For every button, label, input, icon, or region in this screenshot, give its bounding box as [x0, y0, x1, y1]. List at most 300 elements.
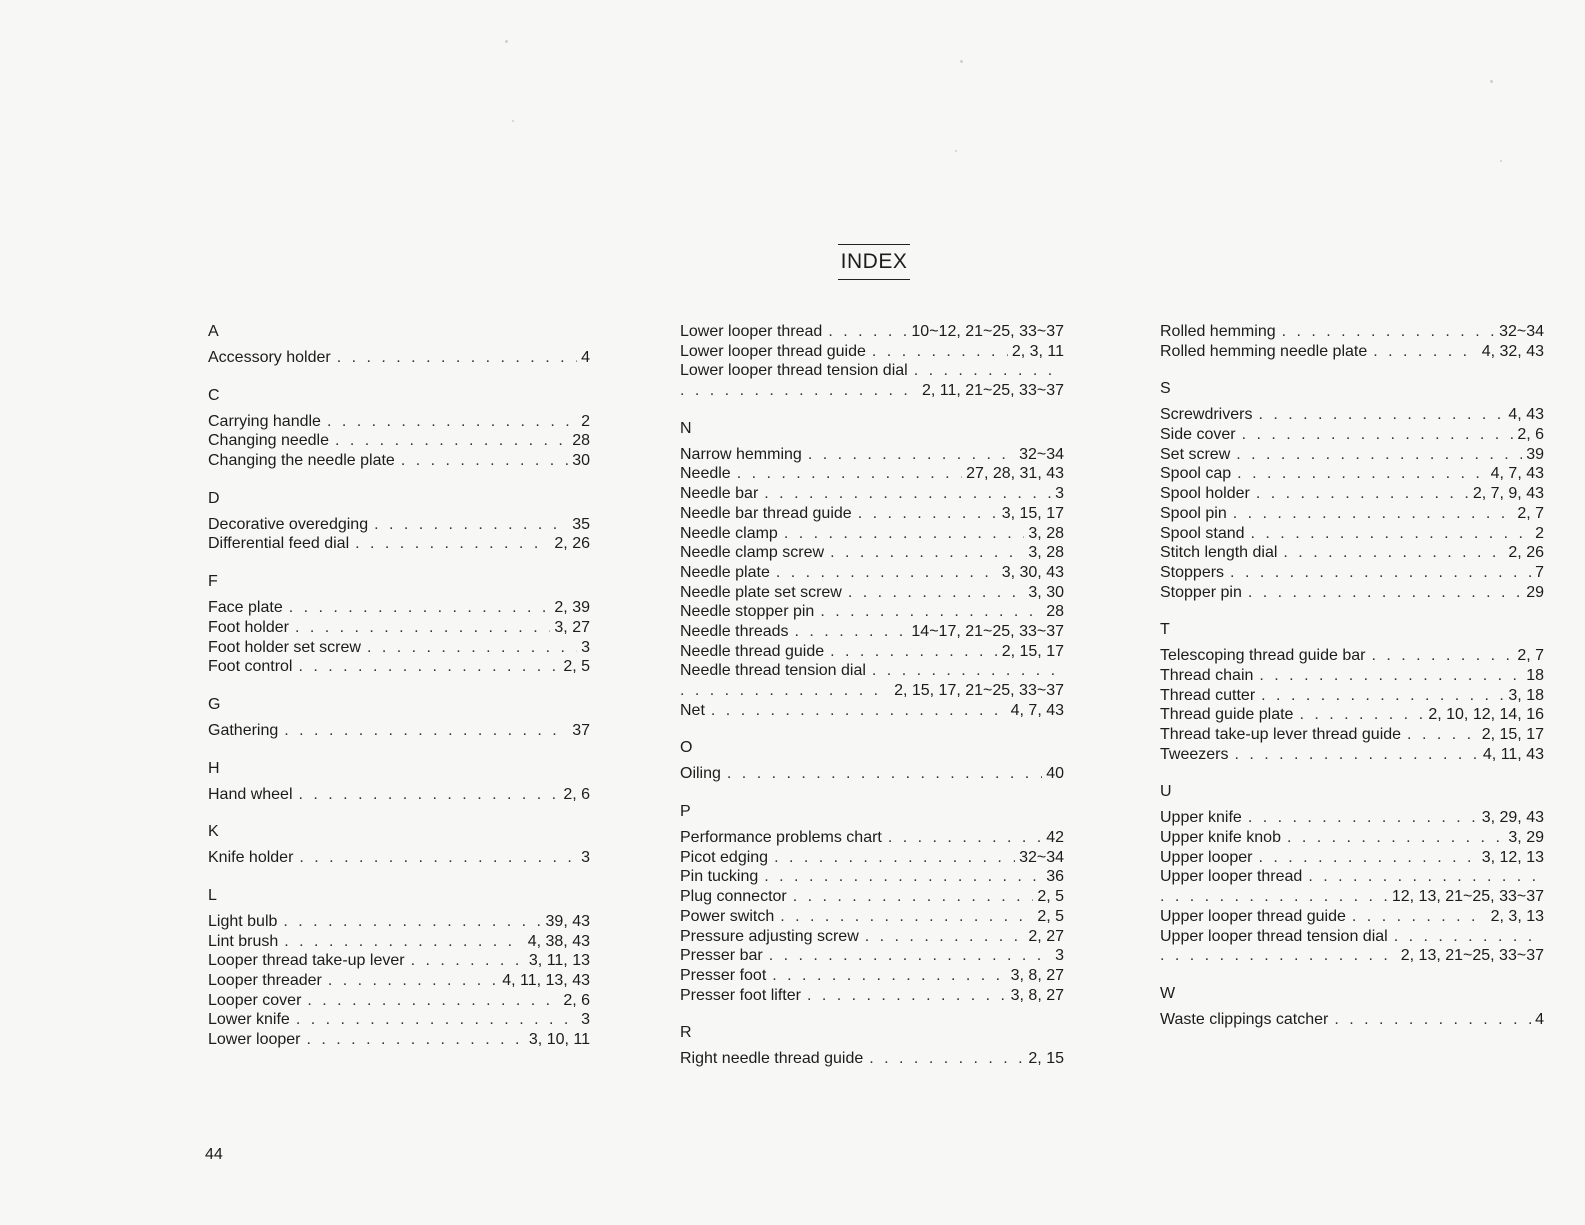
index-entry: [1160, 705, 1544, 725]
index-entry: [1160, 848, 1544, 868]
dot-leader: [820, 602, 1042, 622]
entry-pages: 18: [1526, 666, 1544, 684]
dot-leader: [1236, 445, 1522, 465]
dot-leader: [1282, 322, 1495, 342]
entry-pages: 7: [1535, 563, 1544, 581]
entry-pages: 32~34: [1499, 323, 1544, 340]
dot-leader: [1160, 887, 1388, 907]
section-gap: [680, 401, 1064, 419]
dot-leader: [411, 951, 525, 971]
dot-leader: [299, 848, 577, 868]
index-entry: [208, 598, 590, 618]
scan-speck: [512, 120, 514, 122]
entry-term: Lower looper thread guide: [680, 342, 866, 360]
dot-leader: [769, 946, 1051, 966]
dot-leader: [1230, 563, 1531, 583]
dot-leader: [793, 887, 1034, 907]
entry-pages: 2, 15, 17: [1001, 642, 1064, 660]
entry-term: Gathering: [208, 721, 279, 739]
entry-pages: 2, 13, 21~25, 33~37: [1400, 947, 1544, 965]
entry-term: Upper knife knob: [1160, 829, 1281, 847]
index-entry: [1160, 563, 1544, 583]
entry-term: Needle bar thread guide: [680, 504, 852, 522]
entry-pages: 2, 15, 17: [1481, 726, 1544, 743]
index-entry-continuation: [680, 381, 1064, 401]
entry-term: Presser foot lifter: [680, 986, 801, 1004]
dot-leader: [888, 828, 1042, 848]
dot-leader: [1256, 484, 1469, 504]
entry-pages: 3, 28: [1028, 524, 1064, 542]
entry-term: Looper thread take-up lever: [208, 952, 405, 970]
index-entry: [208, 721, 590, 741]
dot-leader: [774, 848, 1015, 868]
index-entry: [680, 946, 1064, 966]
entry-pages: 42: [1046, 829, 1064, 847]
index-entry: [680, 504, 1064, 524]
index-entry: [680, 524, 1064, 544]
entry-pages: 2, 15: [1028, 1050, 1064, 1068]
index-column-middle: [680, 322, 1064, 1069]
dot-leader: [808, 445, 1015, 465]
section-letter: P: [680, 803, 691, 821]
index-entry: [1160, 322, 1544, 342]
entry-pages: 2, 26: [1508, 544, 1544, 562]
index-entry-continuation: [1160, 946, 1544, 966]
entry-pages: 2, 7: [1517, 504, 1544, 522]
dot-leader: [764, 484, 1051, 504]
dot-leader: [289, 598, 551, 618]
entry-term: Pressure adjusting screw: [680, 927, 859, 945]
entry-term: Screwdrivers: [1160, 406, 1253, 424]
entry-pages: 3, 11, 13: [528, 952, 590, 970]
entry-term: Needle clamp: [680, 524, 778, 542]
index-entry: [208, 912, 590, 932]
entry-pages: 3: [581, 849, 590, 867]
page-number: 44: [205, 1146, 223, 1163]
entry-pages: 2, 15, 17, 21~25, 33~37: [894, 682, 1064, 699]
entry-term: Changing the needle plate: [208, 452, 395, 470]
index-entry-continuation: [680, 681, 1064, 701]
entry-pages: 2, 6: [1517, 426, 1544, 444]
index-entry: [680, 563, 1064, 583]
dot-leader: [680, 381, 918, 401]
entry-pages: 39, 43: [545, 912, 590, 930]
entry-term: Presser bar: [680, 947, 763, 965]
dot-leader: [737, 464, 962, 484]
index-entry: [208, 431, 590, 451]
entry-pages: 29: [1526, 583, 1544, 601]
dot-leader: [1334, 1010, 1531, 1030]
index-entry: [680, 907, 1064, 927]
entry-term: Needle thread guide: [680, 642, 825, 660]
dot-leader: [865, 927, 1025, 947]
dot-leader: [1261, 686, 1504, 706]
section-gap: [208, 868, 590, 886]
index-entry: [208, 534, 590, 554]
section-gap: [680, 1005, 1064, 1023]
entry-pages: 2: [581, 412, 590, 430]
section-gap: [208, 677, 590, 695]
section-gap: [208, 368, 590, 386]
entry-term: Differential feed dial: [208, 535, 350, 553]
dot-leader: [327, 412, 577, 432]
entry-pages: 2, 5: [1037, 907, 1064, 925]
entry-term: Needle plate set screw: [680, 583, 842, 601]
index-entry: [1160, 543, 1544, 563]
entry-pages: 2, 6: [563, 785, 590, 803]
entry-term: Upper knife: [1160, 809, 1242, 827]
entry-term: Set screw: [1160, 445, 1231, 463]
section-letter: F: [208, 573, 218, 591]
dot-leader: [807, 986, 1007, 1006]
entry-pages: 36: [1046, 868, 1064, 886]
entry-term: Net: [680, 701, 705, 719]
dot-leader: [776, 563, 998, 583]
entry-term: Spool stand: [1160, 524, 1245, 542]
entry-pages: 27, 28, 31, 43: [966, 465, 1064, 483]
entry-term: Tweezers: [1160, 745, 1229, 763]
index-entry: [680, 583, 1064, 603]
entry-pages: 3: [581, 1011, 590, 1029]
entry-pages: 3, 27: [554, 618, 590, 636]
index-entry: [680, 361, 1064, 381]
index-entry: [1160, 342, 1544, 362]
entry-term: Thread cutter: [1160, 686, 1256, 704]
entry-term: Presser foot: [680, 966, 767, 984]
entry-term: Needle clamp screw: [680, 544, 825, 562]
scan-speck: [505, 40, 508, 43]
entry-term: Lint brush: [208, 932, 279, 950]
entry-pages: 4, 7, 43: [1490, 465, 1544, 483]
entry-term: Decorative overedging: [208, 515, 369, 533]
entry-term: Hand wheel: [208, 785, 293, 803]
index-entry: [1160, 808, 1544, 828]
section-letter: G: [208, 695, 221, 713]
entry-pages: 35: [572, 515, 590, 533]
entry-pages: 4: [581, 349, 590, 366]
index-entry: [1160, 646, 1544, 666]
dot-leader: [298, 657, 559, 677]
dot-leader: [1373, 342, 1477, 362]
entry-term: Right needle thread guide: [680, 1050, 864, 1068]
dot-leader: [869, 1049, 1024, 1069]
entry-pages: 4, 43: [1508, 406, 1544, 424]
entry-pages: 4, 32, 43: [1481, 342, 1544, 360]
entry-term: Accessory holder: [208, 349, 331, 366]
entry-pages: 28: [1046, 603, 1064, 621]
index-entry: [680, 848, 1064, 868]
entry-term: Lower knife: [208, 1011, 290, 1029]
entry-pages: 3, 10, 11: [528, 1031, 590, 1049]
entry-term: Foot holder set screw: [208, 638, 361, 656]
section-gap: [680, 784, 1064, 802]
dot-leader: [1160, 946, 1397, 966]
section-letter: K: [208, 823, 219, 841]
dot-leader: [1248, 808, 1478, 828]
entry-term: Waste clippings catcher: [1160, 1010, 1329, 1028]
entry-pages: 2, 39: [554, 599, 590, 617]
entry-pages: 2, 11, 21~25, 33~37: [921, 382, 1064, 400]
dot-leader: [784, 524, 1025, 544]
entry-pages: 2, 26: [554, 535, 590, 553]
section-letter: H: [208, 759, 220, 777]
index-entry: [208, 1010, 590, 1030]
entry-term: Light bulb: [208, 912, 278, 930]
dot-leader: [1242, 425, 1514, 445]
index-entry: [1160, 828, 1544, 848]
index-entry: [208, 1030, 590, 1050]
index-entry: [680, 484, 1064, 504]
scan-speck: [1490, 80, 1493, 83]
dot-leader: [307, 1030, 525, 1050]
entry-pages: 3, 8, 27: [1010, 986, 1064, 1004]
index-entry: [1160, 405, 1544, 425]
dot-leader: [355, 534, 550, 554]
dot-leader: [1237, 464, 1486, 484]
entry-term: Looper threader: [208, 972, 322, 989]
dot-leader: [367, 638, 577, 658]
entry-term: Spool pin: [1160, 504, 1227, 522]
dot-leader: [1259, 666, 1522, 686]
dot-leader: [872, 342, 1008, 362]
entry-term: Foot holder: [208, 618, 289, 636]
entry-pages: 2, 3, 11: [1011, 342, 1064, 360]
index-entry: [680, 543, 1064, 563]
index-entry: [208, 971, 590, 991]
entry-pages: 3: [1055, 485, 1064, 503]
index-entry-continuation: [1160, 887, 1544, 907]
index-entry: [680, 342, 1064, 362]
entry-pages: 2, 6: [563, 991, 590, 1009]
entry-pages: 3, 15, 17: [1001, 504, 1064, 522]
section-gap: [1160, 602, 1544, 620]
entry-term: Performance problems chart: [680, 829, 882, 847]
index-entry: [680, 867, 1064, 887]
entry-term: Needle threads: [680, 622, 789, 640]
entry-term: Upper looper thread guide: [1160, 907, 1346, 925]
section-gap: [680, 720, 1064, 738]
index-entry: [680, 322, 1064, 342]
section-gap: [208, 804, 590, 822]
dot-leader: [1352, 907, 1487, 927]
entry-pages: 2: [1535, 524, 1544, 542]
section-letter: D: [208, 489, 220, 507]
entry-term: Knife holder: [208, 849, 294, 867]
dot-leader: [830, 543, 1024, 563]
entry-term: Plug connector: [680, 888, 787, 906]
index-entry: [1160, 666, 1544, 686]
dot-leader: [772, 966, 1006, 986]
index-entry: [208, 785, 590, 805]
dot-leader: [335, 431, 568, 451]
index-entry: [680, 701, 1064, 721]
dot-leader: [1407, 725, 1478, 745]
index-entry: [208, 848, 590, 868]
entry-pages: 30: [572, 452, 590, 470]
dot-leader: [1248, 583, 1522, 603]
dot-leader: [1283, 543, 1504, 563]
entry-term: Stitch length dial: [1160, 544, 1278, 562]
entry-pages: 12, 13, 21~25, 33~37: [1391, 888, 1544, 906]
index-entry: [680, 986, 1064, 1006]
index-entry: [680, 828, 1064, 848]
index-entry: [1160, 583, 1544, 603]
entry-term: Needle plate: [680, 563, 770, 581]
dot-leader: [1234, 745, 1478, 765]
index-entry: [208, 638, 590, 658]
entry-term: Upper looper thread: [1160, 868, 1303, 886]
index-entry: [208, 618, 590, 638]
dot-leader: [337, 348, 577, 368]
dot-leader: [295, 618, 550, 638]
dot-leader: [780, 907, 1033, 927]
entry-pages: 3: [1055, 947, 1064, 965]
section-letter: W: [1160, 984, 1176, 1002]
dot-leader: [1251, 524, 1532, 544]
index-entry: [208, 951, 590, 971]
entry-term: Narrow hemming: [680, 445, 802, 463]
dot-leader: [374, 515, 568, 535]
section-letter: T: [1160, 621, 1170, 639]
index-column-left: [208, 322, 590, 1050]
entry-term: Carrying handle: [208, 412, 321, 430]
entry-pages: 37: [572, 721, 590, 739]
dot-leader: [1259, 848, 1478, 868]
entry-pages: 2, 7, 9, 43: [1472, 485, 1544, 503]
dot-leader: [328, 971, 498, 991]
index-entry: [208, 991, 590, 1011]
entry-pages: 10~12, 21~25, 33~37: [911, 323, 1064, 340]
dot-leader: [1258, 405, 1504, 425]
index-entry: [1160, 725, 1544, 745]
section-letter: L: [208, 886, 217, 904]
entry-pages: 14~17, 21~25, 33~37: [911, 622, 1064, 640]
entry-term: Needle: [680, 465, 731, 483]
index-entry: [680, 661, 1064, 681]
scan-speck: [1500, 160, 1502, 162]
scan-speck: [960, 60, 963, 63]
entry-term: Stopper pin: [1160, 583, 1242, 601]
entry-term: Thread chain: [1160, 666, 1254, 684]
dot-leader: [828, 322, 907, 342]
entry-term: Upper looper: [1160, 848, 1253, 866]
entry-term: Upper looper thread tension dial: [1160, 927, 1388, 945]
entry-term: Pin tucking: [680, 868, 759, 886]
dot-leader: [284, 721, 568, 741]
index-entry: [1160, 907, 1544, 927]
index-entry: [208, 412, 590, 432]
index-entry: [680, 927, 1064, 947]
section-letter: O: [680, 739, 693, 757]
dot-leader: [795, 622, 908, 642]
dot-leader: [1287, 828, 1504, 848]
entry-pages: 2, 5: [1037, 888, 1064, 906]
entry-pages: 3, 29: [1508, 829, 1544, 847]
dot-leader: [727, 764, 1042, 784]
dot-leader: [830, 642, 998, 662]
section-gap: [208, 741, 590, 759]
entry-pages: 4, 38, 43: [527, 932, 590, 950]
entry-term: Thread take-up lever thread guide: [1160, 726, 1402, 743]
index-entry: [1160, 425, 1544, 445]
dot-leader: [307, 991, 559, 1011]
entry-term: Oiling: [680, 765, 721, 783]
entry-term: Power switch: [680, 907, 775, 925]
index-entry: [680, 887, 1064, 907]
dot-leader: [284, 932, 523, 952]
index-entry: [680, 622, 1064, 642]
dot-leader: [680, 681, 890, 701]
entry-term: Spool holder: [1160, 485, 1250, 503]
index-entry: [1160, 504, 1544, 524]
entry-pages: 2, 3, 13: [1490, 907, 1544, 925]
entry-term: Picot edging: [680, 848, 769, 866]
index-entry: [680, 602, 1064, 622]
entry-term: Needle bar: [680, 485, 759, 503]
dot-leader: [1299, 705, 1424, 725]
entry-pages: 40: [1046, 765, 1064, 783]
entry-term: Lower looper: [208, 1031, 301, 1049]
dot-leader: [1394, 927, 1544, 947]
dot-leader: [1308, 867, 1544, 887]
entry-term: Needle thread tension dial: [680, 662, 866, 680]
index-entry: [1160, 867, 1544, 887]
section-letter: S: [1160, 380, 1171, 398]
scan-speck: [955, 150, 957, 152]
entry-term: Needle stopper pin: [680, 603, 815, 621]
index-entry: [208, 932, 590, 952]
entry-pages: 3, 8, 27: [1010, 966, 1064, 984]
entry-pages: 2, 7: [1517, 647, 1544, 665]
entry-term: Thread guide plate: [1160, 706, 1294, 724]
entry-pages: 4, 7, 43: [1010, 701, 1064, 719]
entry-term: Lower looper thread: [680, 323, 823, 340]
entry-term: Rolled hemming needle plate: [1160, 342, 1368, 360]
page-title: INDEX: [838, 244, 910, 280]
entry-pages: 3, 18: [1508, 686, 1544, 704]
entry-pages: 4: [1535, 1010, 1544, 1028]
section-letter: R: [680, 1024, 692, 1042]
index-entry: [1160, 445, 1544, 465]
dot-leader: [1371, 646, 1513, 666]
entry-pages: 2, 10, 12, 14, 16: [1428, 706, 1544, 724]
index-entry: [1160, 1010, 1544, 1030]
entry-term: Looper cover: [208, 991, 302, 1009]
entry-pages: 28: [572, 432, 590, 450]
entry-pages: 32~34: [1019, 848, 1064, 866]
section-gap: [1160, 764, 1544, 782]
entry-pages: 3: [581, 638, 590, 656]
section-gap: [208, 471, 590, 489]
entry-term: Foot control: [208, 658, 293, 676]
section-gap: [208, 554, 590, 572]
entry-pages: 3, 12, 13: [1481, 848, 1544, 866]
index-entry: [680, 1049, 1064, 1069]
index-entry: [208, 451, 590, 471]
dot-leader: [401, 451, 568, 471]
index-entry: [1160, 464, 1544, 484]
entry-pages: 2, 5: [563, 658, 590, 676]
index-entry: [208, 515, 590, 535]
entry-pages: 32~34: [1019, 445, 1064, 463]
entry-pages: 39: [1526, 445, 1544, 463]
index-entry: [1160, 484, 1544, 504]
section-letter: A: [208, 323, 219, 340]
entry-term: Spool cap: [1160, 465, 1232, 483]
dot-leader: [848, 583, 1025, 603]
index-column-right: [1160, 322, 1544, 1030]
dot-leader: [711, 701, 1007, 721]
